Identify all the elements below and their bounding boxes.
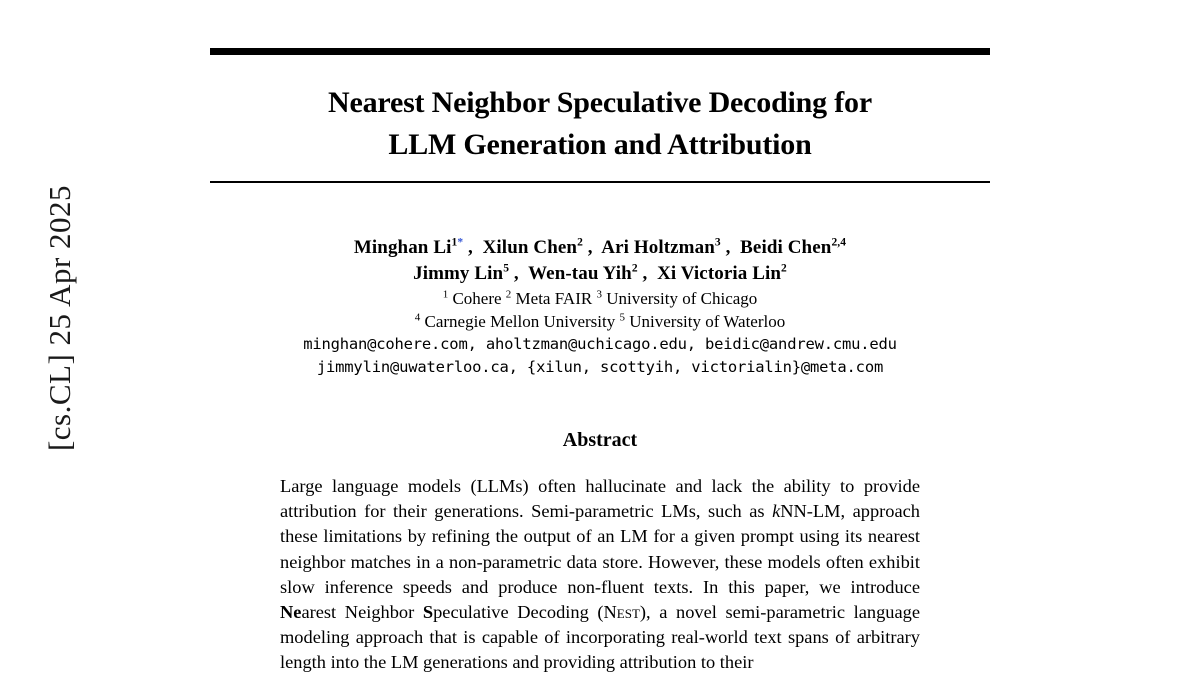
author-name: Minghan Li: [353, 237, 452, 258]
author-separator: ,: [720, 237, 741, 258]
affiliation-name: University of Chicago: [601, 289, 758, 308]
author-line-2: [210, 261, 990, 287]
author-name: Beidi Chen: [740, 237, 832, 258]
abstract-run: ), a novel semi-parametric language modeling approach that is capable of incorporating real-world text spans of arbitrary length into the LM generations and providing attribution to their: [280, 602, 920, 673]
author-separator: ,: [509, 263, 529, 284]
paper-page: [210, 0, 990, 673]
author-separator: ,: [463, 237, 483, 258]
abstract-text: [280, 474, 920, 676]
arxiv-identifier-stamp: [0, 0, 120, 648]
author-block: [210, 235, 990, 379]
author-affiliation-marker: 5: [503, 262, 510, 275]
abstract-run: Large language models (LLMs) often hallucinate and lack the ability to provide attribution for their generations. Semi-parametric LMs, such as: [280, 476, 920, 522]
affiliation-marker: 4: [414, 311, 421, 324]
affiliation-marker: 1: [442, 288, 449, 301]
author-separator: ,: [637, 263, 658, 284]
title-line-2: LLM Generation and Attribution: [388, 128, 812, 161]
author-affiliation-marker: 2: [577, 236, 583, 249]
corresponding-author-star: *: [457, 236, 464, 249]
author-name: Xilun Chen: [482, 237, 578, 258]
email-line-2: jimmylin@uwaterloo.ca, {xilun, scottyih, victorialin}@meta.com: [316, 358, 884, 376]
author-name: Jimmy Lin: [413, 263, 504, 284]
affiliation-marker: 3: [596, 288, 602, 301]
author-affiliation-marker: 3: [714, 236, 721, 249]
author-line-1: [210, 235, 990, 261]
abstract-run: peculative Decoding (: [433, 602, 604, 623]
author-name: Wen-tau Yih: [528, 263, 632, 284]
title-bottom-rule: [210, 181, 990, 183]
affiliation-line-1: [210, 287, 990, 310]
author-name: Ari Holtzman: [601, 237, 715, 258]
abstract-emphasis: k: [772, 501, 781, 522]
email-line-1: minghan@cohere.com, aholtzman@uchicago.edu, beidic@andrew.cmu.edu: [303, 335, 897, 353]
title-line-1: Nearest Neighbor Speculative Decoding for: [328, 86, 872, 119]
author-affiliation-marker: 2: [631, 262, 638, 275]
abstract-bold: Ne: [280, 602, 302, 623]
abstract-run: arest Neighbor: [301, 602, 423, 623]
affiliation-line-2: [210, 310, 990, 333]
affiliation-marker: 5: [619, 311, 625, 324]
affiliation-name: Carnegie Mellon University: [420, 312, 620, 331]
arxiv-stamp-text: [cs.CL] 25 Apr 2025: [42, 184, 77, 452]
author-name: Xi Victoria Lin: [657, 263, 782, 284]
title-top-rule: [210, 48, 990, 55]
abstract-bold: S: [422, 602, 434, 623]
abstract-heading: Abstract: [562, 429, 638, 451]
affiliation-name: University of Waterloo: [624, 312, 786, 331]
abstract-method-name: Nest: [603, 602, 640, 623]
page-title: [210, 82, 990, 166]
affiliation-name: Cohere: [448, 289, 506, 308]
author-separator: ,: [582, 237, 602, 258]
abstract-run: NN-LM, approach these limitations by refining the output of an LM for a given prompt using its nearest neighbor matches in a non-parametric data store. However, these models often exhibit slow inference speeds and produce non-fluent texts. In this paper, we introduce: [280, 501, 920, 597]
affiliation-marker: 2: [505, 288, 512, 301]
author-affiliation-marker: 2: [781, 262, 787, 275]
author-affiliation-marker: 2,4: [831, 236, 847, 249]
affiliation-name: Meta FAIR: [511, 289, 597, 308]
author-affiliation-marker: 1*: [451, 236, 464, 249]
